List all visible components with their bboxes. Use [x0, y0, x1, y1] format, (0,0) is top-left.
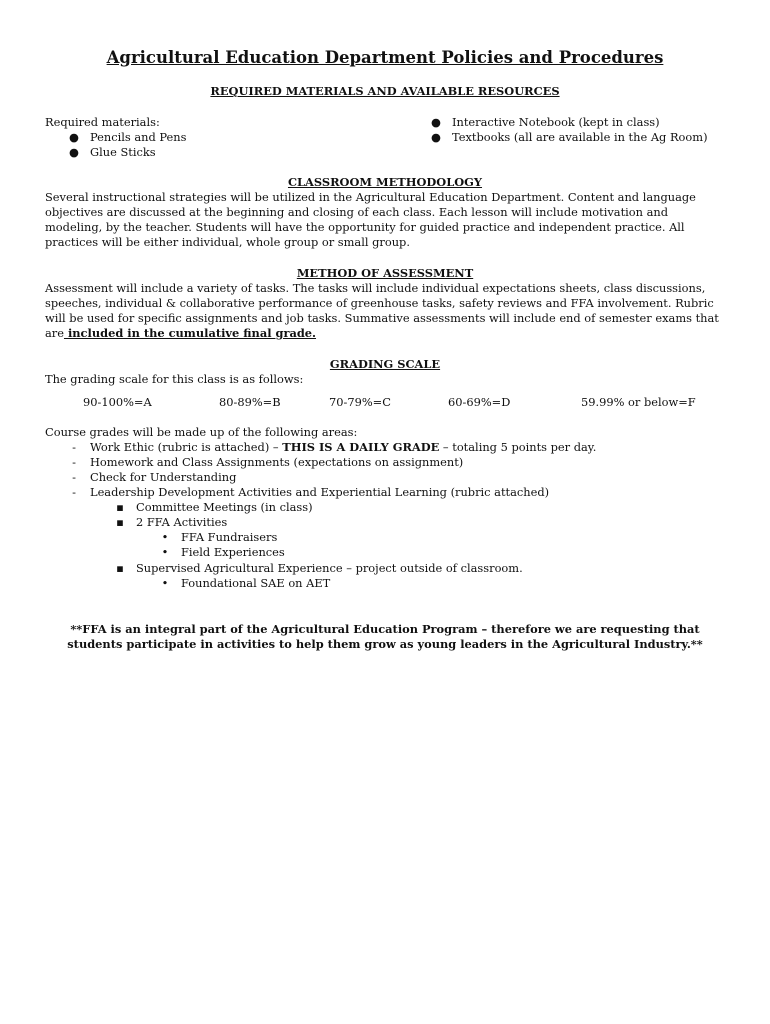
small-bullet-icon: • [161, 530, 169, 544]
grading-intro: The grading scale for this class is as follows: [45, 372, 304, 386]
assessment-emphasis: included in the cumulative final grade. [63, 326, 317, 340]
grading-heading: GRADING SCALE [329, 357, 441, 371]
grade-c: 70-79%=C [329, 395, 391, 409]
list-item: ▪ Committee Meetings (in class) [136, 500, 696, 515]
list-item: - Homework and Class Assignments (expectations on assignment) [90, 455, 730, 470]
small-bullet-icon: • [161, 576, 169, 590]
list-item: - Work Ethic (rubric is attached) – THIS IS A DAILY GRADE – totaling 5 points per day. [90, 440, 730, 455]
methodology-text: Several instructional strategies will be utilized in the Agricultural Education Department. Content and language objectives are discussed at the beginning and closing of each class. Each lesson will include motivation and modeling, by the teacher. Students will have the opportunity for guided practice and independent practice. All practices will be either individual, whole group or small group. [45, 190, 696, 249]
materials-right-list [431, 115, 708, 145]
list-item: ▪ Supervised Agricultural Experience – project outside of classroom. [136, 561, 696, 576]
assessment-heading: METHOD OF ASSESSMENT [296, 266, 474, 280]
leadership-sublist-1 [116, 500, 696, 530]
grade-d: 60-69%=D [448, 395, 511, 409]
bullet-icon: ● [431, 130, 441, 144]
grade-f: 59.99% or below=F [581, 395, 696, 409]
square-bullet-icon: ▪ [116, 500, 124, 514]
dash-icon: - [72, 455, 76, 469]
sae-sublist [161, 576, 681, 591]
course-grades-list [72, 440, 730, 500]
square-bullet-icon: ▪ [116, 515, 124, 529]
list-item: ● Pencils and Pens [69, 130, 187, 144]
list-item: - Check for Understanding [90, 470, 730, 485]
list-item: ▪ 2 FFA Activities [136, 515, 696, 530]
list-item: ● Interactive Notebook (kept in class) [431, 115, 660, 129]
closing-statement: **FFA is an integral part of the Agricultural Education Program – therefore we are requesting that students participate in activities to help them grow as young leaders in the Agricultural Industry.** [67, 622, 703, 651]
course-grades-intro: Course grades will be made up of the following areas: [45, 425, 358, 439]
bullet-icon: ● [431, 115, 441, 129]
methodology-heading: CLASSROOM METHODOLOGY [287, 175, 483, 189]
square-bullet-icon: ▪ [116, 561, 124, 575]
list-item: ● Textbooks (all are available in the Ag Room) [431, 130, 708, 144]
materials-heading: REQUIRED MATERIALS AND AVAILABLE RESOURCES [210, 84, 560, 98]
materials-left-list [69, 130, 187, 160]
dash-icon: - [72, 440, 76, 454]
list-item: ● Glue Sticks [69, 145, 156, 159]
list-item: • Field Experiences [181, 545, 681, 560]
leadership-sublist-2 [116, 561, 696, 576]
grading-scale-row [45, 395, 725, 410]
list-item: • FFA Fundraisers [181, 530, 681, 545]
list-item: - Leadership Development Activities and Experiential Learning (rubric attached) [90, 485, 730, 500]
dash-icon: - [72, 485, 76, 499]
assessment-text: Assessment will include a variety of tasks. The tasks will include individual expectations sheets, class discussions, speeches, individual & collaborative performance of greenhouse tasks, safety reviews and FFA involvement. Rubric will be used for specific assignments and job tasks. Summative assessments will include end of semester exams that are included in the cumulative final grade. [45, 281, 719, 340]
list-item: • Foundational SAE on AET [181, 576, 681, 591]
materials-label: Required materials: [45, 115, 160, 129]
small-bullet-icon: • [161, 545, 169, 559]
dash-icon: - [72, 470, 76, 484]
ffa-activities-sublist [161, 530, 681, 560]
bullet-icon: ● [69, 145, 79, 159]
grade-a: 90-100%=A [83, 395, 152, 409]
bullet-icon: ● [69, 130, 79, 144]
page-title: Agricultural Education Department Policies and Procedures [106, 48, 664, 67]
grade-b: 80-89%=B [219, 395, 281, 409]
